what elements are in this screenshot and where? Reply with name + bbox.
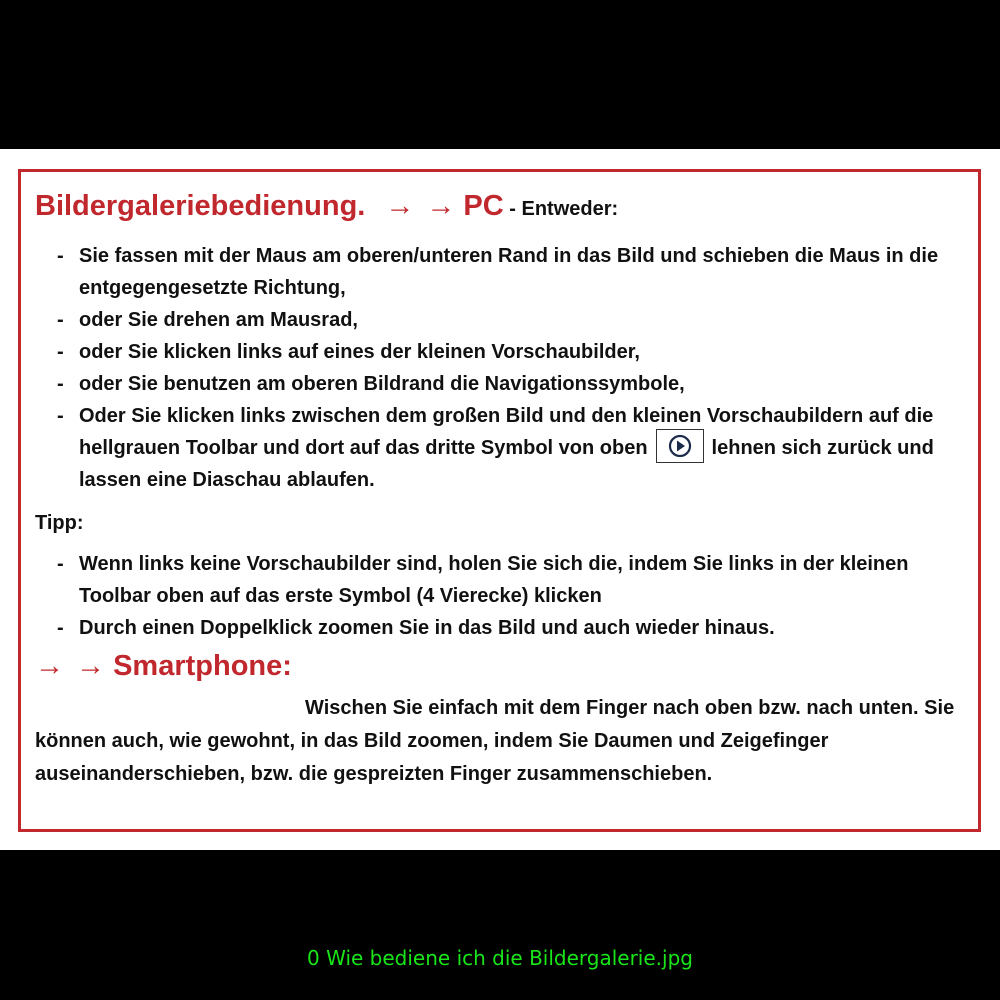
smartphone-label: Smartphone: (113, 650, 292, 682)
list-item: - Durch einen Doppelklick zoomen Sie in das Bild und auch wieder hinaus. (35, 612, 965, 644)
pc-heading (35, 190, 618, 223)
pc-intro: - Entweder: (503, 198, 619, 220)
gallery-title: Bildergaleriebedienung. (35, 190, 366, 222)
list-item (35, 400, 965, 496)
list-item: - oder Sie benutzen am oberen Bildrand die Navigationssymbole, (35, 368, 965, 400)
pc-label: PC (463, 190, 504, 222)
smartphone-text (35, 692, 965, 791)
instruction-sheet (0, 149, 1000, 850)
red-frame (18, 169, 981, 832)
list-item: - oder Sie klicken links auf eines der kleinen Vorschaubilder, (35, 336, 965, 368)
tipp-label: Tipp: (35, 512, 84, 534)
list-item: - Sie fassen mit der Maus am oberen/unteren Rand in das Bild und schieben die Maus in die entgegengesetzte Richtung, (35, 240, 965, 304)
file-caption: 0 Wie bediene ich die Bildergalerie.jpg (307, 946, 693, 970)
tipp-list (35, 548, 965, 644)
pc-list (35, 240, 965, 496)
slideshow-text-end: lehnen sich zurück und lassen eine Diaschau ablaufen. (79, 437, 934, 491)
list-item: - Wenn links keine Vorschaubilder sind, holen Sie sich die, indem Sie links in der kleinen Toolbar oben auf das erste Symbol (4 Vierecke) klicken (35, 548, 965, 612)
smartphone-instructions: Wischen Sie einfach mit dem Finger nach oben bzw. nach unten. Sie können auch, wie gewohnt, in das Bild zoomen, indem Sie Daumen und Zeigefinger auseinanderschieben, bzw. die gespreizten Finger zusammenschieben. (35, 697, 955, 785)
slideshow-text: Oder Sie klicken links zwischen dem großen Bild und den kleinen Vorschaubildern auf die hellgrauen Toolbar und dort auf das dritte Symbol von oben (79, 405, 934, 459)
play-circle-icon (656, 429, 704, 463)
list-item: - oder Sie drehen am Mausrad, (35, 304, 965, 336)
arrow-right-icon: → → (35, 650, 108, 682)
arrow-right-icon: → → (385, 190, 458, 222)
smartphone-heading (35, 650, 292, 683)
